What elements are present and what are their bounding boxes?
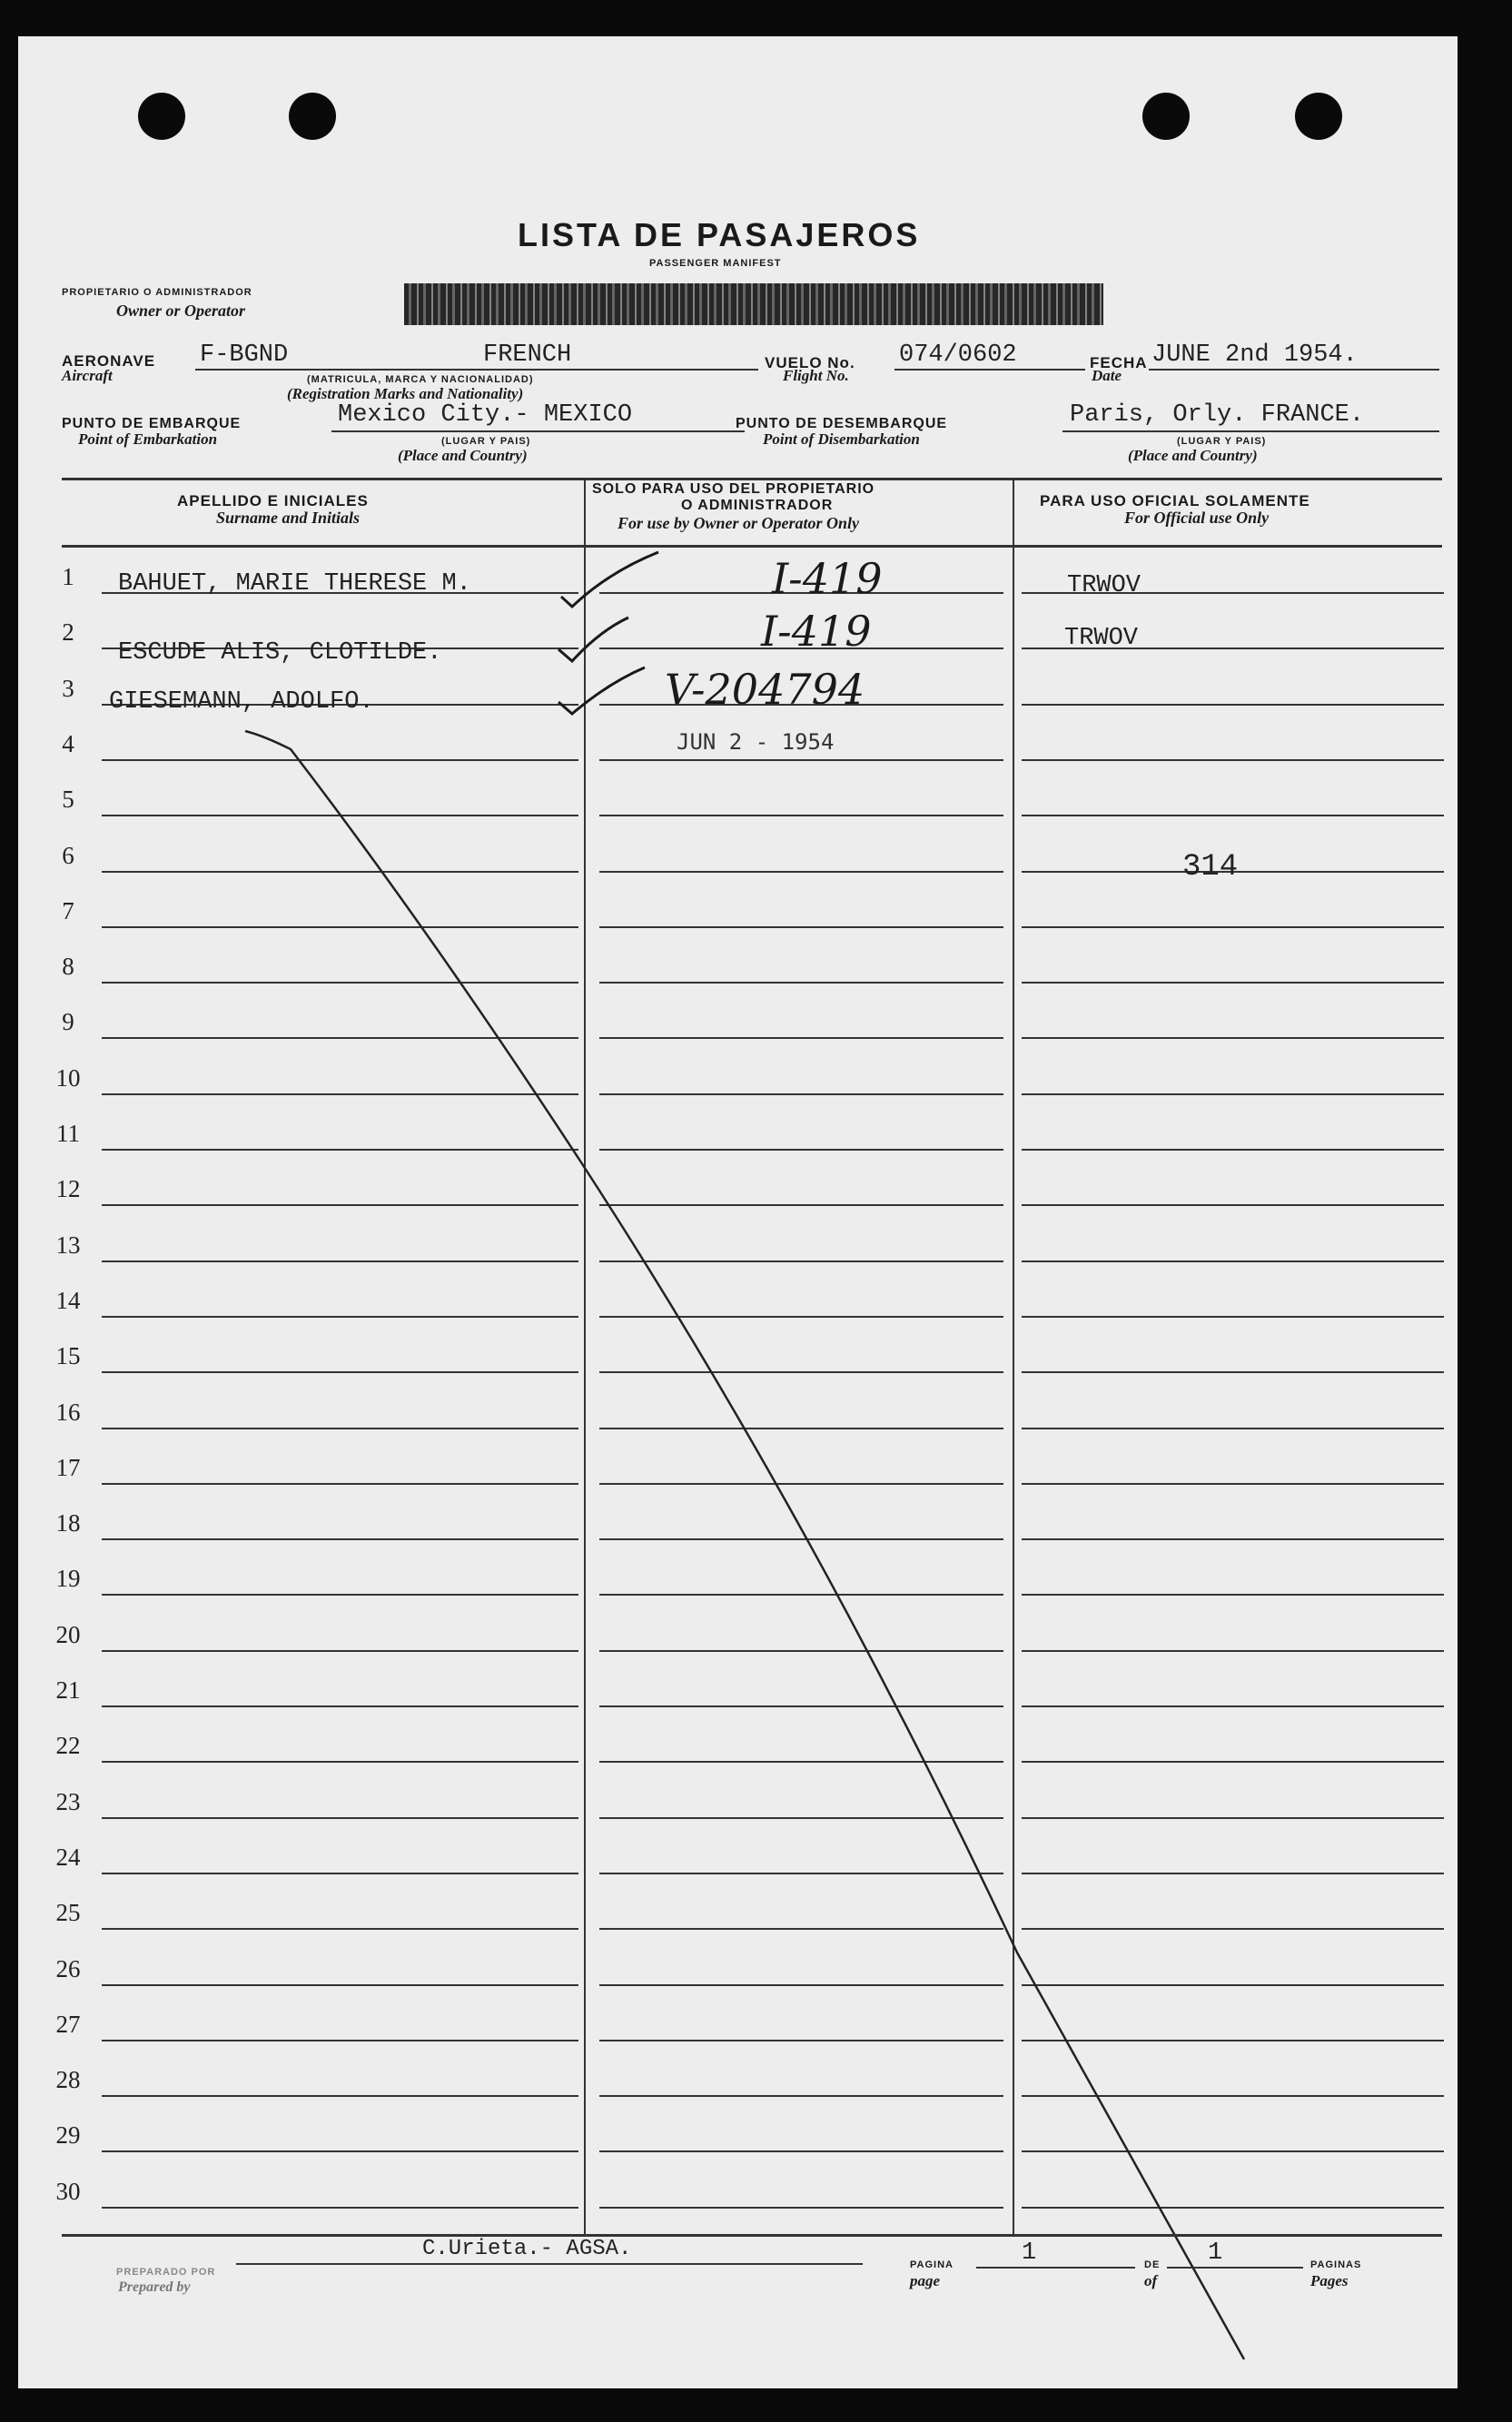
embark-place-label-es: (LUGAR Y PAIS) [441, 436, 531, 447]
aircraft-value: F-BGND [200, 341, 289, 369]
aircraft-label-es: AERONAVE [62, 352, 156, 370]
aircraft-label-en: Aircraft [62, 367, 113, 384]
prepared-label-en: Prepared by [118, 2279, 191, 2295]
passenger-3-name: GIESEMANN, ADOLFO. [109, 688, 374, 716]
registration-label-en: (Registration Marks and Nationality) [287, 385, 524, 402]
row-number: 9 [62, 1008, 74, 1035]
row-number: 12 [55, 1175, 81, 1202]
owner-label-en: Owner or Operator [116, 302, 246, 320]
pages-label-en: Pages [1310, 2272, 1349, 2289]
flight-value: 074/0602 [899, 341, 1017, 369]
embark-value: Mexico City.- MEXICO [338, 401, 633, 429]
disembark-value: Paris, Orly. FRANCE. [1070, 401, 1365, 429]
row-number: 15 [55, 1342, 81, 1369]
embark-place-label-en: (Place and Country) [398, 447, 528, 464]
disembark-place-label-es: (LUGAR Y PAIS) [1177, 436, 1267, 447]
row-number: 23 [55, 1788, 81, 1815]
diagonal-strike-line [245, 731, 1244, 2359]
row-number: 10 [55, 1064, 81, 1092]
row-number: 19 [55, 1565, 81, 1592]
row-number: 7 [62, 897, 74, 924]
col2-header-es-1: SOLO PARA USO DEL PROPIETARIO [592, 481, 875, 497]
of-value: 1 [1208, 2239, 1223, 2267]
passenger-2-doc: I-419 [761, 607, 872, 656]
row-number: 5 [62, 786, 74, 813]
passenger-1-official: TRWOV [1067, 572, 1141, 599]
row-number: 30 [55, 2178, 81, 2205]
col3-header-es: PARA USO OFICIAL SOLAMENTE [1040, 492, 1310, 509]
col1-header-en: Surname and Initials [216, 509, 361, 527]
disembark-place-label-en: (Place and Country) [1128, 447, 1258, 464]
page-underline [976, 2267, 1135, 2269]
row-number: 1 [62, 563, 74, 590]
of-label-en: of [1144, 2272, 1158, 2289]
date-value: JUNE 2nd 1954. [1151, 341, 1358, 369]
owner-label-es: PROPIETARIO O ADMINISTRADOR [62, 287, 252, 298]
row-number: 13 [55, 1231, 81, 1259]
row-number: 20 [55, 1621, 81, 1648]
passenger-2-name: ESCUDE ALIS, CLOTILDE. [118, 639, 442, 667]
row-number: 3 [62, 675, 74, 702]
passenger-2-official: TRWOV [1064, 625, 1139, 652]
checkmark-2 [558, 618, 628, 661]
col3-header-en: For Official use Only [1124, 509, 1270, 527]
col2-header-es-2: O ADMINISTRADOR [681, 498, 834, 513]
pen-marks [18, 36, 1458, 2388]
prepared-label-es: PREPARADO POR [116, 2267, 216, 2278]
page-value: 1 [1022, 2239, 1037, 2267]
prepared-underline [236, 2263, 863, 2265]
row-number: 29 [55, 2121, 81, 2149]
embark-label-en: Point of Embarkation [78, 430, 218, 448]
registration-label-es: (MATRICULA, MARCA Y NACIONALIDAD) [307, 374, 534, 385]
passenger-1-doc: I-419 [772, 554, 883, 603]
row-number: 2 [62, 618, 74, 646]
passenger-3-doc: V-204794 [665, 665, 865, 714]
row-number: 27 [55, 2011, 81, 2038]
date-stamp: JUN 2 - 1954 [677, 729, 835, 755]
row-number: 14 [55, 1287, 81, 1314]
pages-label-es: PAGINAS [1310, 2259, 1362, 2270]
manifest-sheet [18, 36, 1458, 2388]
flight-label-en: Flight No. [783, 367, 849, 384]
row-number: 4 [62, 730, 74, 757]
embark-label-es: PUNTO DE EMBARQUE [62, 416, 242, 431]
page-label-es: PAGINA [910, 2259, 954, 2270]
checkmark-1 [561, 552, 658, 607]
row-number: 18 [55, 1509, 81, 1537]
passenger-1-name: BAHUET, MARIE THERESE M. [118, 570, 471, 598]
date-label-en: Date [1092, 367, 1122, 384]
row-number: 24 [55, 1844, 81, 1871]
row-number: 22 [55, 1732, 81, 1759]
row-number: 8 [62, 953, 74, 980]
row-number: 17 [55, 1454, 81, 1481]
col2-header-en: For use by Owner or Operator Only [618, 514, 860, 532]
row-number: 6 [62, 842, 74, 869]
row-number: 16 [55, 1399, 81, 1426]
form-subtitle: PASSENGER MANIFEST [649, 258, 782, 269]
date-label-es: FECHA [1090, 354, 1148, 371]
row-number: 28 [55, 2066, 81, 2093]
disembark-label-en: Point of Disembarkation [763, 430, 920, 448]
prepared-by-value: C.Urieta.- AGSA. [422, 2237, 632, 2261]
col1-header-es: APELLIDO E INICIALES [177, 492, 369, 509]
page-label-en: page [910, 2272, 941, 2289]
of-underline [1167, 2267, 1303, 2269]
checkmark-3 [558, 667, 645, 714]
nationality-value: FRENCH [483, 341, 572, 369]
row-number: 11 [56, 1120, 80, 1147]
row-number: 21 [55, 1676, 81, 1704]
of-label-es: DE [1144, 2259, 1161, 2270]
form-title: LISTA DE PASAJEROS [518, 216, 921, 253]
footer-top-rule [62, 2234, 1442, 2237]
flight-label-es: VUELO No. [765, 354, 855, 371]
row-number: 26 [55, 1955, 81, 1982]
disembark-label-es: PUNTO DE DESEMBARQUE [736, 416, 948, 431]
row-number: 25 [55, 1899, 81, 1926]
official-number: 314 [1182, 850, 1239, 885]
